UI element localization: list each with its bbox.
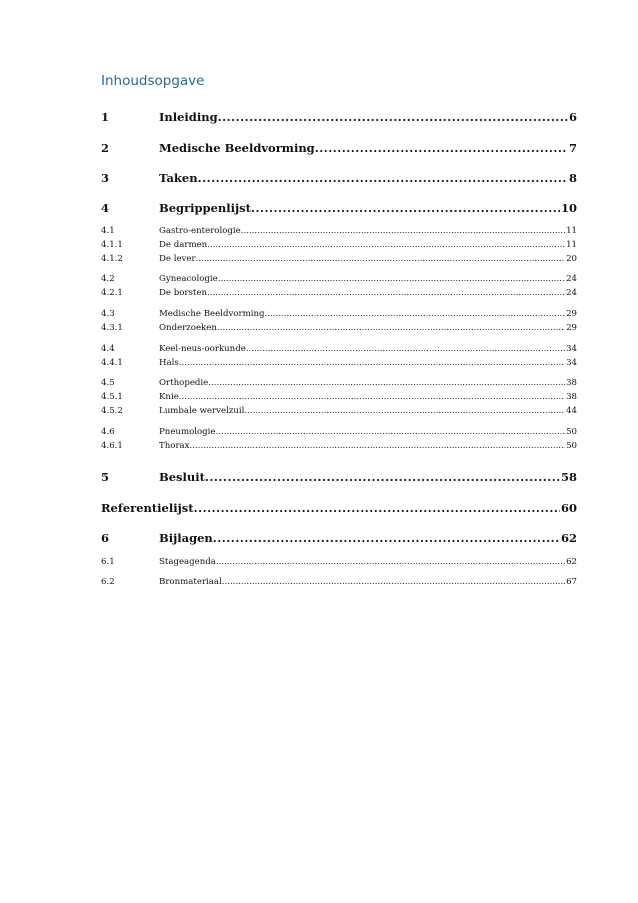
toc-entry-number: 2 bbox=[101, 141, 110, 155]
toc-entry-page: 50 bbox=[566, 427, 577, 437]
toc-entry-title: Knie bbox=[159, 392, 179, 402]
toc-entry-title: Bijlagen bbox=[159, 531, 213, 545]
toc-entry-bronmateriaal[interactable] bbox=[101, 576, 577, 588]
toc-entry-page: 7 bbox=[568, 141, 577, 155]
toc-entry-number: 3 bbox=[101, 171, 110, 185]
toc-entry-title: Pneumologie bbox=[159, 427, 216, 437]
toc-entry-stageagenda[interactable] bbox=[101, 556, 577, 568]
toc-entry-page: 6 bbox=[568, 110, 577, 124]
toc-entry-number: 4.6.1 bbox=[101, 441, 123, 451]
toc-entry-number: 4.2.1 bbox=[101, 288, 123, 298]
toc-entry-medische-beeldvorming[interactable] bbox=[101, 140, 577, 156]
toc-entry-number: 4 bbox=[101, 201, 110, 215]
toc-entry-title: Medische Beeldvorming bbox=[159, 141, 315, 155]
toc-entry-page: 24 bbox=[566, 288, 577, 298]
toc-entry-title: Medische Beeldvorming bbox=[159, 309, 265, 319]
toc-entry-taken[interactable] bbox=[101, 170, 577, 186]
toc-entry-page: 34 bbox=[566, 358, 577, 368]
toc-entry-page: 34 bbox=[566, 344, 577, 354]
toc-entry-page: 24 bbox=[566, 274, 577, 284]
toc-entry-medische-beeldvorming-sub[interactable] bbox=[101, 308, 577, 320]
toc-entry-inleiding[interactable] bbox=[101, 109, 577, 125]
toc-entry-number: 4.4.1 bbox=[101, 358, 123, 368]
toc-entry-page: 29 bbox=[566, 323, 577, 333]
toc-entry-page: 67 bbox=[566, 577, 577, 587]
toc-entry-pneumologie[interactable] bbox=[101, 426, 577, 438]
toc-entry-title: De darmen bbox=[159, 240, 208, 250]
toc-entry-page: 44 bbox=[566, 406, 577, 416]
toc-entry-number: 4.3.1 bbox=[101, 323, 123, 333]
toc-entry-onderzoeken[interactable] bbox=[101, 322, 577, 334]
toc-entry-number: 4.1.1 bbox=[101, 240, 123, 250]
toc-entry-page: 50 bbox=[566, 441, 577, 451]
toc-leader-dots bbox=[218, 109, 568, 125]
toc-entry-page: 60 bbox=[560, 501, 577, 515]
toc-entry-title: Hals bbox=[159, 358, 179, 368]
toc-entry-title: Gastro-enterologie bbox=[159, 226, 241, 236]
toc-entry-begrippenlijst[interactable] bbox=[101, 200, 577, 216]
toc-entry-referentielijst[interactable] bbox=[101, 500, 577, 516]
toc-entry-page: 10 bbox=[560, 201, 577, 215]
toc-entry-title: Inleiding bbox=[159, 110, 218, 124]
toc-entry-de-darmen[interactable] bbox=[101, 239, 577, 251]
toc-entry-page: 20 bbox=[566, 254, 577, 264]
toc-leader-dots bbox=[241, 225, 565, 237]
toc-entry-title: Besluit bbox=[159, 470, 205, 484]
toc-leader-dots bbox=[198, 170, 568, 186]
toc-leader-dots bbox=[216, 556, 565, 568]
toc-entry-gastro-enterologie[interactable] bbox=[101, 225, 577, 237]
toc-entry-gyneacologie[interactable] bbox=[101, 273, 577, 285]
toc-leader-dots bbox=[205, 469, 560, 485]
toc-leader-dots bbox=[179, 391, 565, 403]
toc-entry-page: 11 bbox=[566, 240, 577, 250]
toc-entry-number: 1 bbox=[101, 110, 110, 124]
toc-entry-page: 62 bbox=[566, 557, 577, 567]
toc-leader-dots bbox=[207, 287, 565, 299]
toc-entry-title: Referentielijst bbox=[101, 501, 194, 515]
toc-entry-de-lever[interactable] bbox=[101, 253, 577, 265]
toc-entry-number: 4.1.2 bbox=[101, 254, 123, 264]
toc-leader-dots bbox=[265, 308, 566, 320]
toc-entry-number: 4.3 bbox=[101, 309, 115, 319]
toc-entry-title: Onderzoeken bbox=[159, 323, 217, 333]
toc-entry-number: 4.2 bbox=[101, 274, 115, 284]
toc-entry-keel-neus-oorkunde[interactable] bbox=[101, 343, 577, 355]
toc-leader-dots bbox=[216, 426, 566, 438]
toc-leader-dots bbox=[315, 140, 568, 156]
toc-leader-dots bbox=[217, 322, 565, 334]
toc-entry-thorax[interactable] bbox=[101, 440, 577, 452]
toc-entry-number: 4.5.2 bbox=[101, 406, 123, 416]
toc-leader-dots bbox=[222, 576, 565, 588]
toc-entry-title: Bronmateriaal bbox=[159, 577, 222, 587]
toc-entry-page: 38 bbox=[566, 378, 577, 388]
toc-entry-title: Lumbale wervelzuil bbox=[159, 406, 245, 416]
toc-leader-dots bbox=[194, 500, 560, 516]
toc-entry-de-borsten[interactable] bbox=[101, 287, 577, 299]
toc-entry-page: 58 bbox=[560, 470, 577, 484]
toc-entry-hals[interactable] bbox=[101, 357, 577, 369]
toc-leader-dots bbox=[251, 200, 560, 216]
toc-entry-number: 6.1 bbox=[101, 557, 115, 567]
toc-leader-dots bbox=[208, 377, 565, 389]
toc-entry-number: 4.5 bbox=[101, 378, 115, 388]
toc-entry-bijlagen[interactable] bbox=[101, 530, 577, 546]
toc-leader-dots bbox=[190, 440, 566, 452]
toc-entry-number: 4.1 bbox=[101, 226, 115, 236]
toc-title: Inhoudsopgave bbox=[101, 73, 205, 89]
toc-entry-title: De borsten bbox=[159, 288, 207, 298]
toc-leader-dots bbox=[179, 357, 565, 369]
toc-entry-knie[interactable] bbox=[101, 391, 577, 403]
toc-entry-title: Thorax bbox=[159, 441, 190, 451]
toc-entry-page: 11 bbox=[566, 226, 577, 236]
toc-entry-title: Keel-neus-oorkunde bbox=[159, 344, 246, 354]
toc-entry-besluit[interactable] bbox=[101, 469, 577, 485]
toc-entry-title: Orthopedie bbox=[159, 378, 209, 388]
toc-leader-dots bbox=[218, 273, 565, 285]
toc-entry-page: 62 bbox=[560, 531, 577, 545]
toc-entry-title: Begrippenlijst bbox=[159, 201, 251, 215]
toc-entry-number: 6.2 bbox=[101, 577, 115, 587]
toc-entry-page: 29 bbox=[566, 309, 577, 319]
toc-entry-lumbale-wervelzuil[interactable] bbox=[101, 405, 577, 417]
toc-leader-dots bbox=[213, 530, 560, 546]
toc-entry-orthopedie[interactable] bbox=[101, 377, 577, 389]
toc-leader-dots bbox=[244, 405, 565, 417]
toc-entry-title: Taken bbox=[159, 171, 198, 185]
toc-entry-number: 4.4 bbox=[101, 344, 115, 354]
toc-entry-number: 4.5.1 bbox=[101, 392, 123, 402]
toc-entry-page: 8 bbox=[568, 171, 577, 185]
toc-entry-title: Gyneacologie bbox=[159, 274, 218, 284]
toc-leader-dots bbox=[196, 253, 565, 265]
toc-leader-dots bbox=[246, 343, 565, 355]
toc-entry-title: De lever bbox=[159, 254, 196, 264]
toc-entry-number: 6 bbox=[101, 531, 110, 545]
toc-leader-dots bbox=[207, 239, 565, 251]
toc-entry-number: 5 bbox=[101, 470, 110, 484]
toc-entry-title: Stageagenda bbox=[159, 557, 216, 567]
toc-entry-page: 38 bbox=[566, 392, 577, 402]
toc-entry-number: 4.6 bbox=[101, 427, 115, 437]
